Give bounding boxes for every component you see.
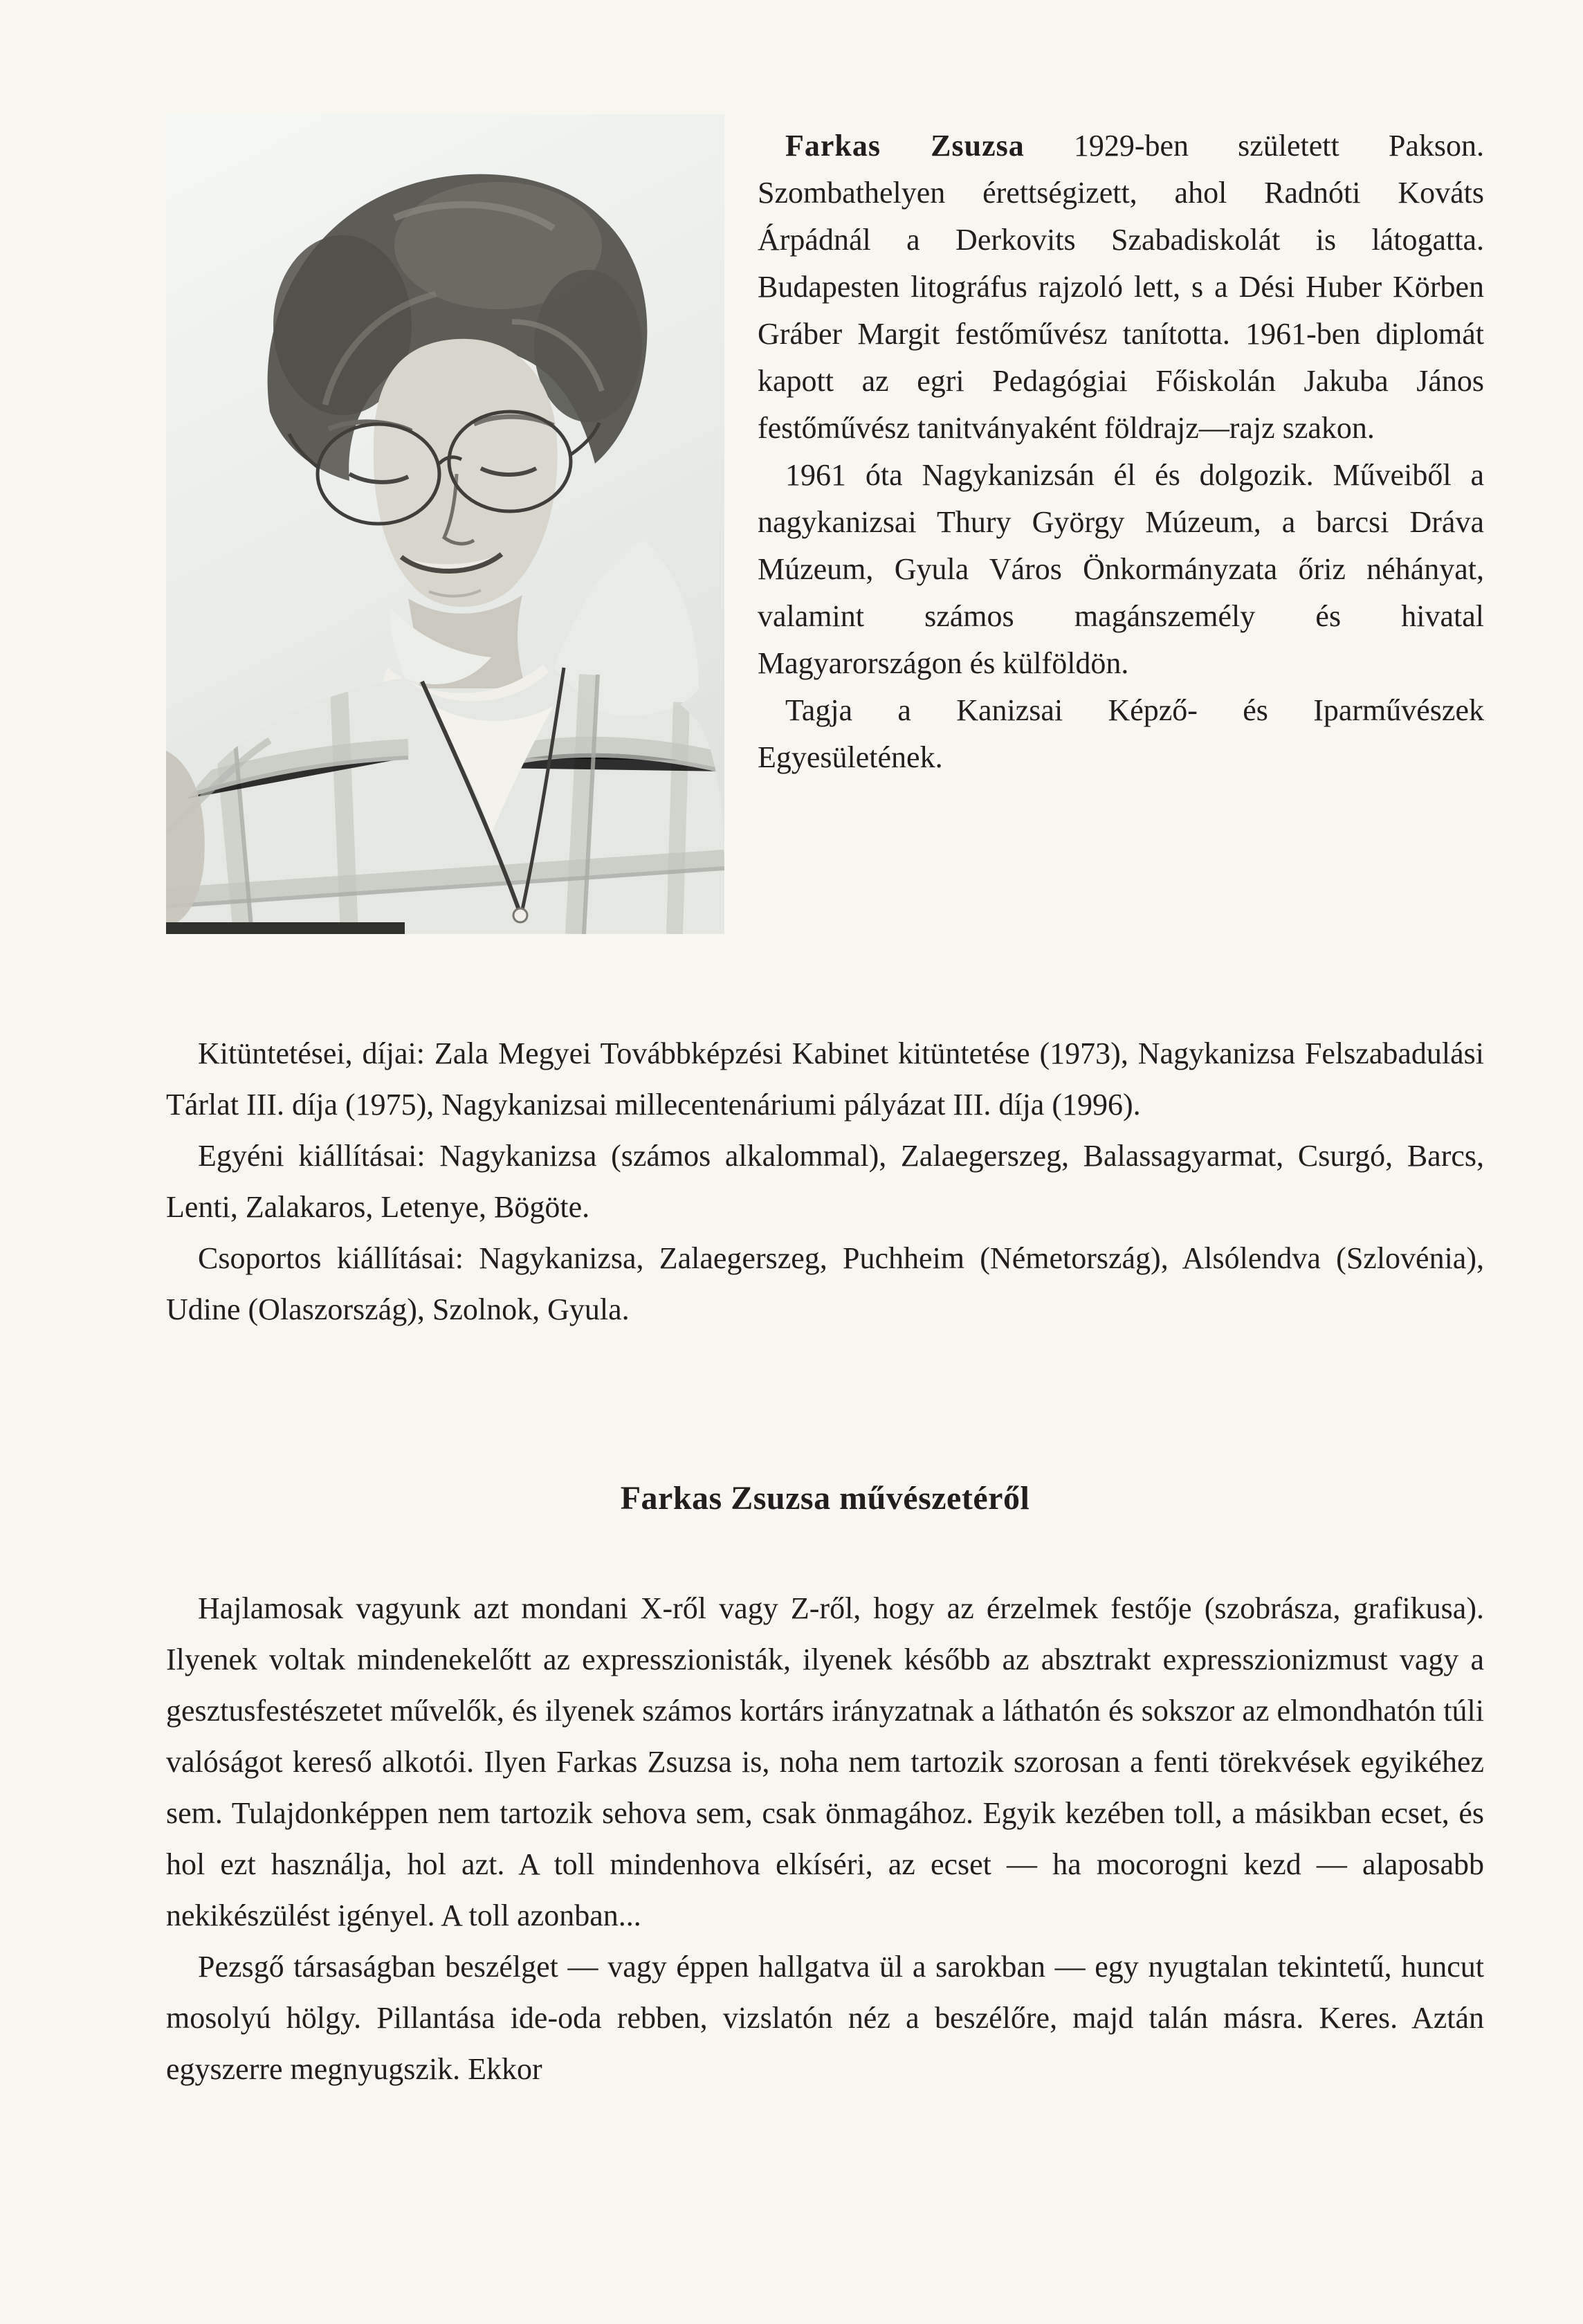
credentials-section <box>166 982 1484 1335</box>
essay-paragraph-2: Pezsgő társaságban beszélget — vagy éppen hallgatva ül a sarokban — egy nyugtalan tekintetű, huncut mosolyú hölgy. Pillantása ide-oda rebben, vizslatón néz a beszélőre, majd talán másra. Keres. Aztán egyszerre megnyugszik. Ekkor <box>166 1950 1484 2086</box>
portrait-photo <box>166 114 724 934</box>
awards-paragraph: Kitüntetései, díjai: Zala Megyei Továbbképzési Kabinet kitüntetése (1973), Nagykanizsa Felszabadulási Tárlat III. díja (1975), Nagykanizsai millecentenáriumi pályázat III. díja (1996). <box>166 1036 1484 1122</box>
button <box>513 908 527 922</box>
group-exhibitions-paragraph: Csoportos kiállításai: Nagykanizsa, Zalaegerszeg, Puchheim (Németország), Alsólendva (Szlovénia), Udine (Olaszország), Szolnok, Gyula. <box>166 1241 1484 1326</box>
bio-paragraph-1-text: 1929-ben született Pakson. Szombathelyen érettségizett, ahol Radnóti Kováts Árpádnál a Derkovits Szabadiskolát is látogatta. Budapesten litográfus rajzoló lett, s a Dési Huber Körben Gráber Margit festőművész tanította. 1961-ben diplomát kapott az egri Pedagógiai Főiskolán Jakuba János festőművész tanitványaként földrajz—rajz szakon. <box>758 129 1484 445</box>
portrait-illustration <box>166 114 724 934</box>
bio-section <box>166 114 1484 781</box>
bio-paragraph-3: Tagja a Kanizsai Képző- és Iparművészek Egyesületének. <box>758 693 1484 774</box>
essay-section <box>166 1583 1484 2095</box>
photo-edge-artifact <box>166 922 405 934</box>
essay-title: Farkas Zsuzsa művészetéről <box>620 1480 1030 1517</box>
artist-name: Farkas Zsuzsa <box>785 129 1025 163</box>
essay-paragraph-1: Hajlamosak vagyunk azt mondani X-ről vagy Z-ről, hogy az érzelmek festője (szobrásza, grafikusa). Ilyenek voltak mindenekelőtt az expresszionisták, ilyenek később az absztrakt expresszionizmust vagy a gesztusfestészetet művelők, és ilyenek számos kortárs irányzatnak a láthatón és sokszor az elmondhatón túli valóságot kereső alkotói. Ilyen Farkas Zsuzsa is, noha nem tartozik szorosan a fenti törekvések egyikéhez sem. Tulajdonképpen nem tartozik sehova sem, csak önmagához. Egyik kezében toll, a másikban ecset, és hol ezt használja, hol azt. A toll mindenhova elkíséri, az ecset — ha mocorogni kezd — alaposabb nekikészülést igényel. A toll azonban... <box>166 1591 1484 1932</box>
solo-exhibitions-paragraph: Egyéni kiállításai: Nagykanizsa (számos alkalommal), Zalaegerszeg, Balassagyarmat, Csurgó, Barcs, Lenti, Zalakaros, Letenye, Bögöte. <box>166 1139 1484 1224</box>
bio-paragraph-2: 1961 óta Nagykanizsán él és dolgozik. Műveiből a nagykanizsai Thury György Múzeum, a barcsi Dráva Múzeum, Gyula Város Önkormányzata őriz néhányat, valamint számos magánszemély és hivatal Magyarországon és külföldön. <box>758 458 1484 680</box>
